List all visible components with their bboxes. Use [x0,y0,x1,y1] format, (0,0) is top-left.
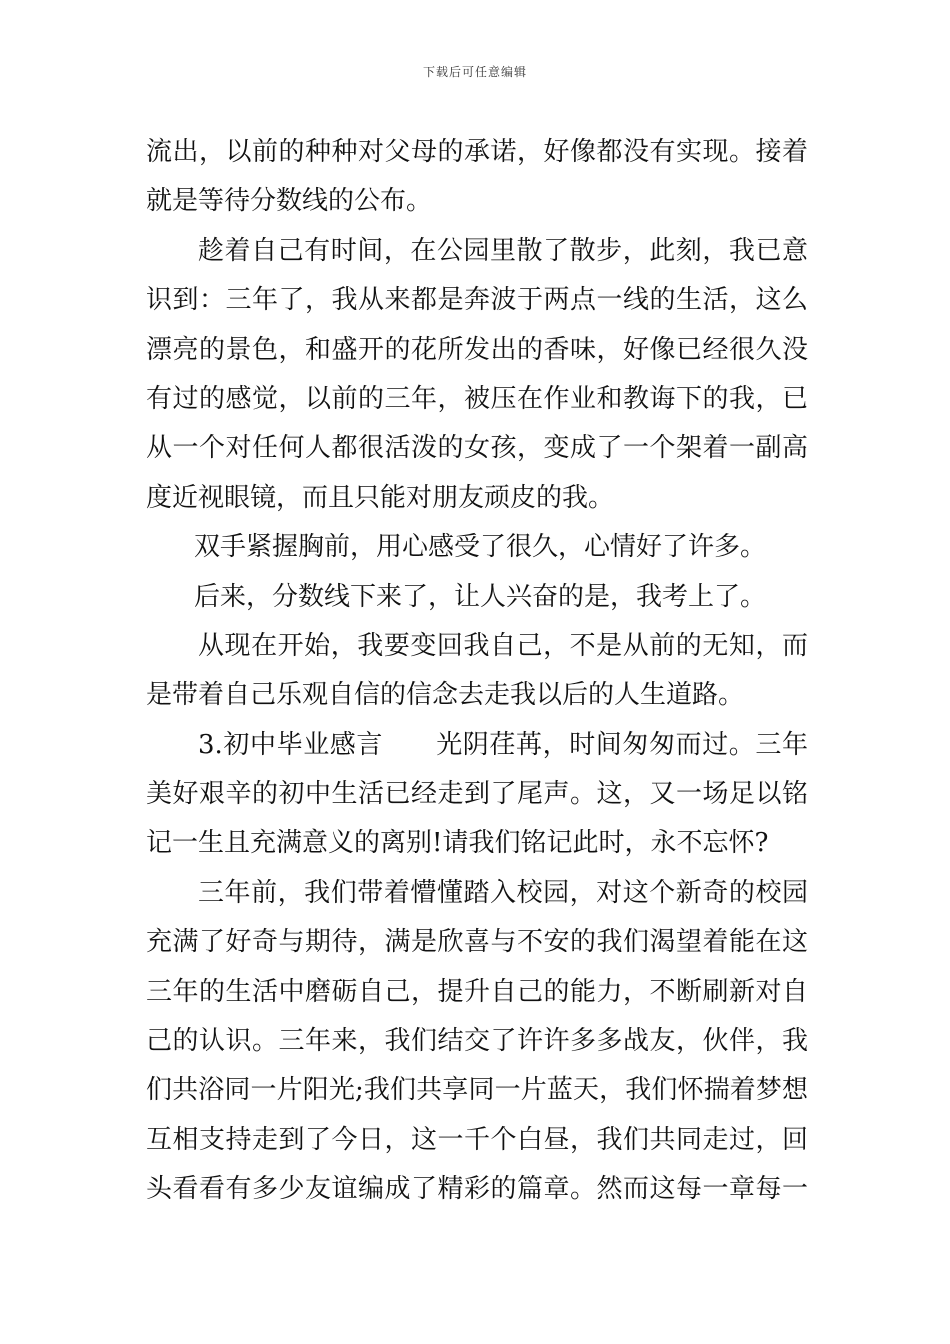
text-line-19: 己的认识。三年来，我们结交了许许多多战友，伙伴，我 [146,1026,808,1057]
text-line-18: 三年的生活中磨砺自己，提升自己的能力，不断刷新对自 [146,976,808,1007]
text-line-21: 互相支持走到了今日，这一千个白昼，我们共同走过，回 [146,1124,808,1155]
text-line-13: 3.初中毕业感言 光阴荏苒，时间匆匆而过。三年 [198,729,808,760]
text-line-15: 记一生且充满意义的离别!请我们铭记此时，永不忘怀? [146,828,769,859]
text-line-11: 从现在开始，我要变回我自己，不是从前的无知，而 [198,630,808,661]
text-line-16: 三年前，我们带着懵懂踏入校园，对这个新奇的校园 [198,877,808,908]
text-line-7: 从一个对任何人都很活泼的女孩，变成了一个架着一副高 [146,433,808,464]
text-line-10: 后来，分数线下来了，让人兴奋的是，我考上了。 [194,581,767,612]
text-line-3: 趁着自己有时间，在公园里散了散步，此刻，我已意 [198,235,808,266]
text-line-14: 美好艰辛的初中生活已经走到了尾声。这，又一场足以铭 [146,779,808,810]
text-line-1: 流出，以前的种种对父母的承诺，好像都没有实现。接着 [146,137,808,167]
text-line-5: 漂亮的景色，和盛开的花所发出的香味，好像已经很久没 [146,334,808,365]
document-body [146,128,808,1215]
page-header: 下载后可任意编辑 [422,65,527,79]
text-line-20: 们共浴同一片阳光;我们共享同一片蓝天，我们怀揣着梦想 [146,1075,808,1106]
text-line-8: 度近视眼镜，而且只能对朋友顽皮的我。 [146,482,615,513]
text-line-9: 双手紧握胸前，用心感受了很久，心情好了许多。 [194,532,767,563]
text-line-4: 识到：三年了，我从来都是奔波于两点一线的生活，这么 [146,285,808,316]
text-line-17: 充满了好奇与期待，满是欣喜与不安的我们渴望着能在这 [146,927,808,958]
text-line-6: 有过的感觉，以前的三年，被压在作业和教诲下的我，已 [146,383,808,414]
text-line-22: 头看看有多少友谊编成了精彩的篇章。然而这每一章每一 [146,1174,808,1205]
text-line-2: 就是等待分数线的公布。 [146,186,433,217]
text-line-12: 是带着自己乐观自信的信念去走我以后的人生道路。 [146,680,745,711]
